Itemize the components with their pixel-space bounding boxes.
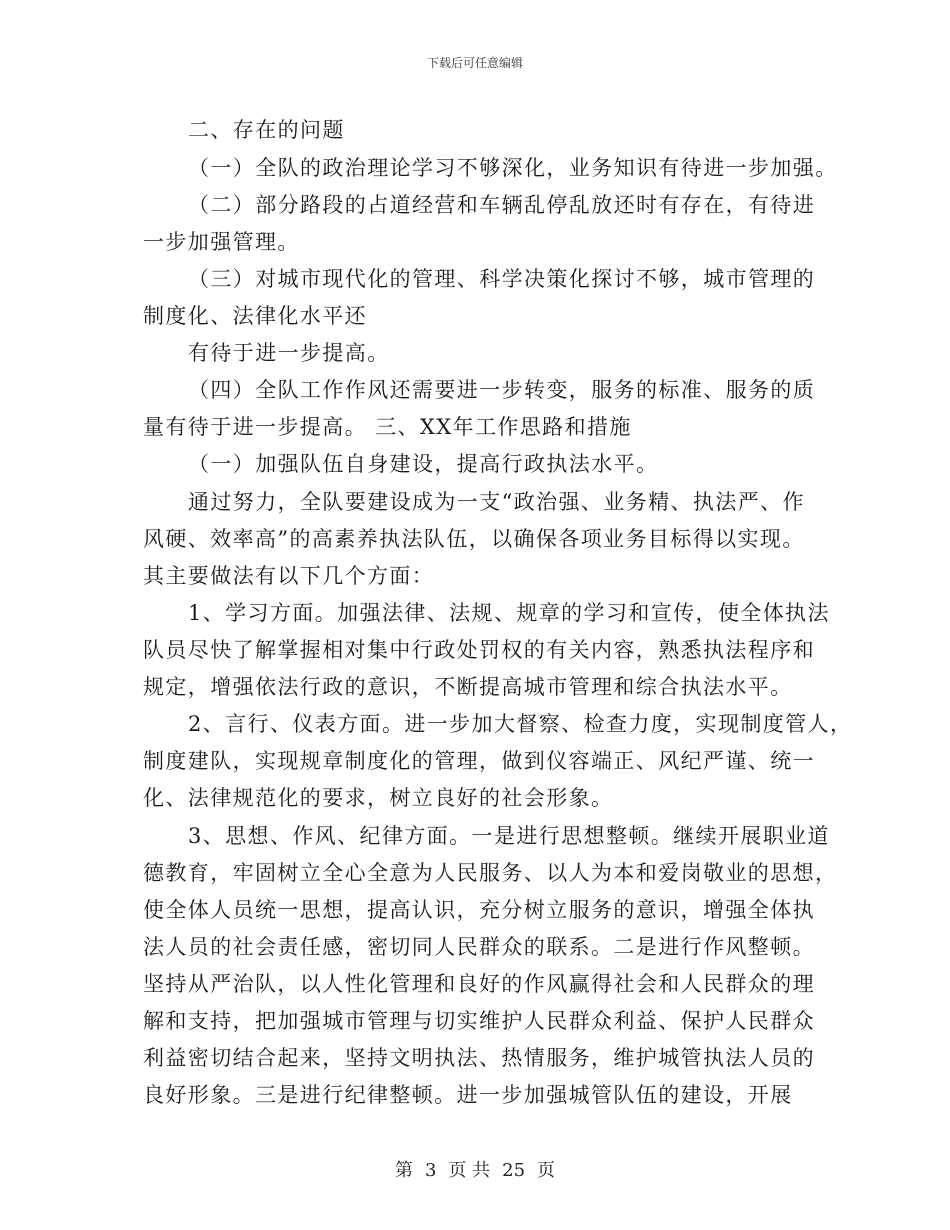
page-header: 下载后可任意编辑	[426, 56, 523, 70]
paragraph-line: （三）对城市现代化的管理、科学决策化探讨不够，城市管理的	[188, 267, 816, 291]
paragraph-line: （一）加强队伍自身建设，提高行政执法水平。	[188, 452, 659, 476]
paragraph-line: 坚持从严治队，以人性化管理和良好的作风赢得社会和人民群众的理	[143, 972, 815, 996]
paragraph-line: 良好形象。三是进行纪律整顿。进一步加强城管队伍的建设，开展	[143, 1083, 793, 1107]
paragraph-line: 量有待于进一步提高。 三、XX年工作思路和措施	[143, 415, 632, 439]
paragraph-line: （二）部分路段的占道经营和车辆乱停乱放还时有存在，有待进	[188, 193, 816, 217]
footer-prefix: 第	[394, 1160, 413, 1181]
paragraph-line: 规定，增强依法行政的意识，不断提高城市管理和综合执法水平。	[143, 675, 793, 699]
page-footer	[0, 1156, 950, 1182]
paragraph-line: 通过努力，全队要建设成为一支“政治强、业务精、执法严、作	[188, 490, 805, 514]
paragraph-line: 制度化、法律化水平还	[143, 304, 367, 328]
footer-middle: 页 共	[448, 1160, 491, 1181]
current-page-number: 3	[424, 1160, 437, 1181]
paragraph-line: 一步加强管理。	[143, 230, 300, 254]
paragraph-line: 其主要做法有以下几个方面：	[143, 564, 435, 588]
paragraph-line: 风硬、效率高”的高素养执法队伍，以确保各项业务目标得以实现。	[143, 527, 805, 551]
paragraph-line: 化、法律规范化的要求，树立良好的社会形象。	[143, 786, 614, 810]
paragraph-line: 队员尽快了解掌握相对集中行政处罚权的有关内容，熟悉执法程序和	[143, 638, 815, 662]
paragraph-line: 利益密切结合起来，坚持文明执法、热情服务，维护城管执法人员的	[143, 1046, 815, 1070]
footer-suffix: 页	[537, 1160, 556, 1181]
paragraph-line: 1、学习方面。加强法律、法规、规章的学习和宣传，使全体执法	[188, 601, 830, 625]
paragraph-line: 有待于进一步提高。	[188, 341, 390, 365]
paragraph-line: 2、言行、仪表方面。进一步加大督察、检查力度，实现制度管人，	[188, 712, 853, 736]
paragraph-line: 制度建队，实现规章制度化的管理，做到仪容端正、风纪严谨、统一	[143, 749, 815, 773]
paragraph-line: 德教育，牢固树立全心全意为人民服务、以人为本和爱岗敬业的思想，	[143, 861, 838, 885]
paragraph-line: 法人员的社会责任感，密切同人民群众的联系。二是进行作风整顿。	[143, 935, 815, 959]
paragraph-line: （一）全队的政治理论学习不够深化，业务知识有待进一步加强。	[188, 156, 838, 180]
paragraph-line: 解和支持，把加强城市管理与切实维护人民群众利益、保护人民群众	[143, 1009, 815, 1033]
total-page-count: 25	[502, 1160, 526, 1181]
paragraph-line: 二、存在的问题	[188, 118, 345, 142]
paragraph-line: 使全体人员统一思想，提高认识，充分树立服务的意识，增强全体执	[143, 898, 815, 922]
paragraph-line: 3、思想、作风、纪律方面。一是进行思想整顿。继续开展职业道	[188, 824, 830, 848]
paragraph-line: （四）全队工作作风还需要进一步转变，服务的标准、服务的质	[188, 378, 816, 402]
